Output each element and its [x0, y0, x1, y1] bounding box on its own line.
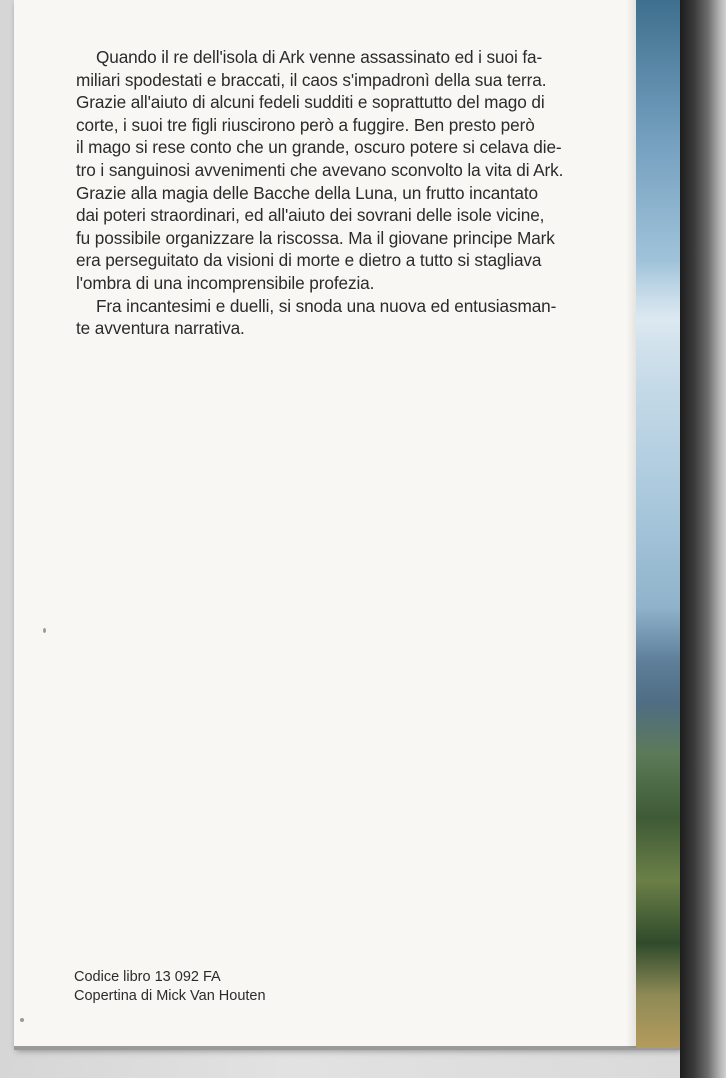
spine-sky-haze	[636, 260, 680, 380]
blurb-line: l'ombra di una incomprensibile profezia.	[76, 272, 375, 293]
blurb-line: te avventura narrativa.	[76, 318, 245, 339]
blurb-paragraph-2	[76, 295, 620, 340]
scan-speck	[43, 628, 46, 633]
cover-fold-shadow	[626, 0, 636, 1048]
blurb-line: Grazie all'aiuto di alcuni fedeli sudditi e soprattutto del mago di	[76, 92, 545, 113]
spine-illustration-strip	[636, 0, 680, 1048]
book-credits	[74, 968, 266, 1006]
blurb-line: miliari spodestati e braccati, il caos s'impadronì della sua terra.	[76, 69, 547, 90]
blurb-line: fu possibile organizzare la riscossa. Ma il giovane principe Mark	[76, 227, 555, 248]
blurb-line: corte, i suoi tre figli riuscirono però a fuggire. Ben presto però	[76, 114, 535, 135]
blurb-line: dai poteri straordinari, ed all'aiuto dei sovrani delle isole vicine,	[76, 205, 545, 226]
cover-bottom-edge	[14, 1046, 680, 1050]
blurb-line: era perseguitato da visioni di morte e dietro a tutto si stagliava	[76, 250, 542, 271]
back-cover-blurb	[76, 46, 620, 340]
blurb-line: Fra incantesimi e duelli, si snoda una nuova ed entusiasman-	[96, 295, 557, 316]
blurb-line: il mago si rese conto che un grande, oscuro potere si celava die-	[76, 137, 562, 158]
blurb-line: tro i sanguinosi avvenimenti che avevano sconvolto la vita di Ark.	[76, 159, 564, 180]
book-code: Codice libro 13 092 FA	[74, 969, 221, 985]
cover-artist-credit: Copertina di Mick Van Houten	[74, 988, 266, 1004]
blurb-line: Grazie alla magia delle Bacche della Luna, un frutto incantato	[76, 182, 538, 203]
blurb-line: Quando il re dell'isola di Ark venne assassinato ed i suoi fa-	[96, 47, 543, 67]
scan-speck	[20, 1018, 24, 1022]
scan-edge-shadow	[680, 0, 726, 1078]
blurb-paragraph-1	[76, 46, 620, 295]
